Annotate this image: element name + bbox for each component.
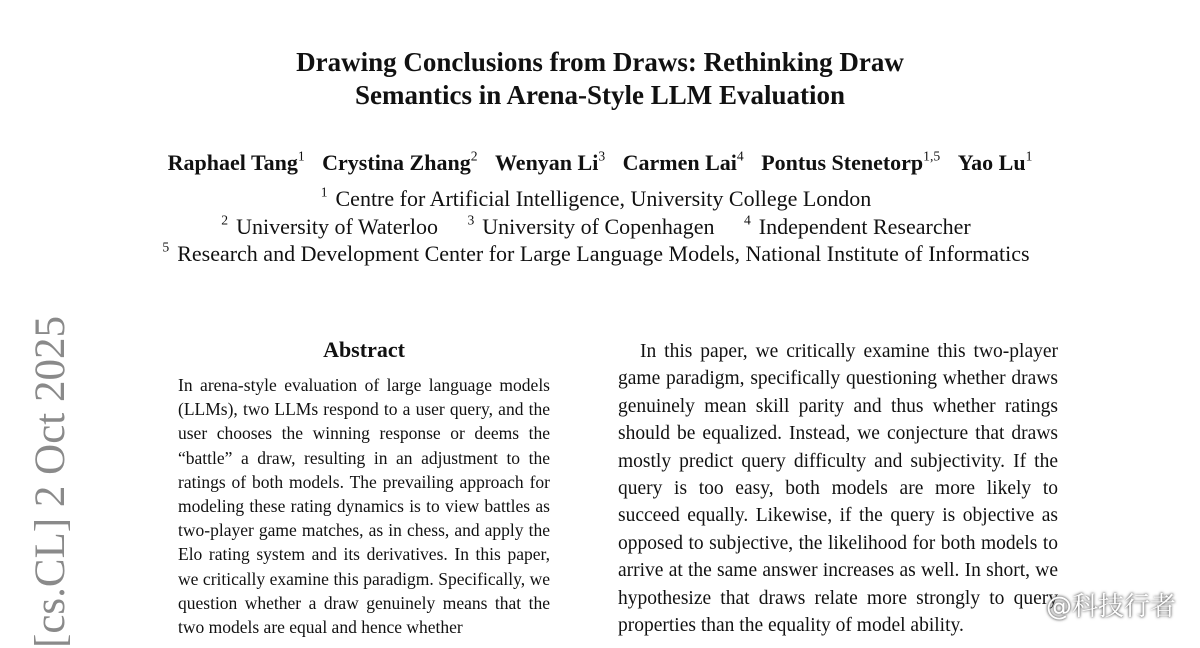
author: Carmen Lai$^4$ xyxy=(622,148,744,175)
title-line-1: Drawing Conclusions from Draws: Rethinking Draw xyxy=(296,47,904,77)
author: Wenyan Li$^3$ xyxy=(495,148,606,175)
author: Raphael Tang$^1$ xyxy=(167,148,305,175)
affiliation-line xyxy=(0,240,1200,268)
affiliation-list xyxy=(0,185,1200,268)
arxiv-stamp: [cs.CL] 2 Oct 2025 xyxy=(27,316,74,648)
intro-paragraph: In this paper, we critically examine this two-player game paradigm, specifically questioning whether draws genuinely mean skill parity and thus whether ratings should be equalized. Instead, we conjecture that draws mostly predict query difficulty and subjectivity. If the query is too easy, both models are more likely to succeed equally. Likewise, if the query is objective as opposed to subjective, the likelihood for both models to arrive at the same answer increases as well. In short, we hypothesize that draws relate more strongly to query properties than the equality of model ability. xyxy=(618,341,1058,637)
abstract-text: In arena-style evaluation of large language models (LLMs), two LLMs respond to a user query, and the user chooses the winning response or deems the “battle” a draw, resulting in an adjustment to the ratings of both models. The prevailing approach for modeling these rating dynamics is to view battles as two-player game matches, as in chess, and apply the Elo rating system and its derivatives. In this paper, we critically examine this paradigm. Specifically, we question whether a draw genuinely means that the two models are equal and hence whether xyxy=(178,375,550,638)
affiliation: $^5$ Research and Development Center for Large Language Models, National Institute of Informatics xyxy=(162,239,1030,266)
affiliation-line xyxy=(0,185,1200,213)
paper-title xyxy=(0,46,1200,112)
abstract-heading: Abstract xyxy=(323,337,405,362)
affiliation: $^2$ University of Waterloo xyxy=(221,211,438,239)
author: Crystina Zhang$^2$ xyxy=(322,148,478,175)
affiliation: $^1$ Centre for Artificial Intelligence, University College London xyxy=(320,184,872,211)
watermark: @科技行者 xyxy=(1045,592,1176,622)
author: Pontus Stenetorp$^{1,5}$ xyxy=(761,148,941,175)
title-line-2: Semantics in Arena-Style LLM Evaluation xyxy=(354,80,846,110)
author: Yao Lu$^1$ xyxy=(957,148,1033,175)
affiliation: $^4$ Independent Researcher xyxy=(743,211,971,239)
author-list xyxy=(0,148,1200,178)
affiliation: $^3$ University of Copenhagen xyxy=(467,211,715,239)
affiliation-line xyxy=(0,213,1200,241)
